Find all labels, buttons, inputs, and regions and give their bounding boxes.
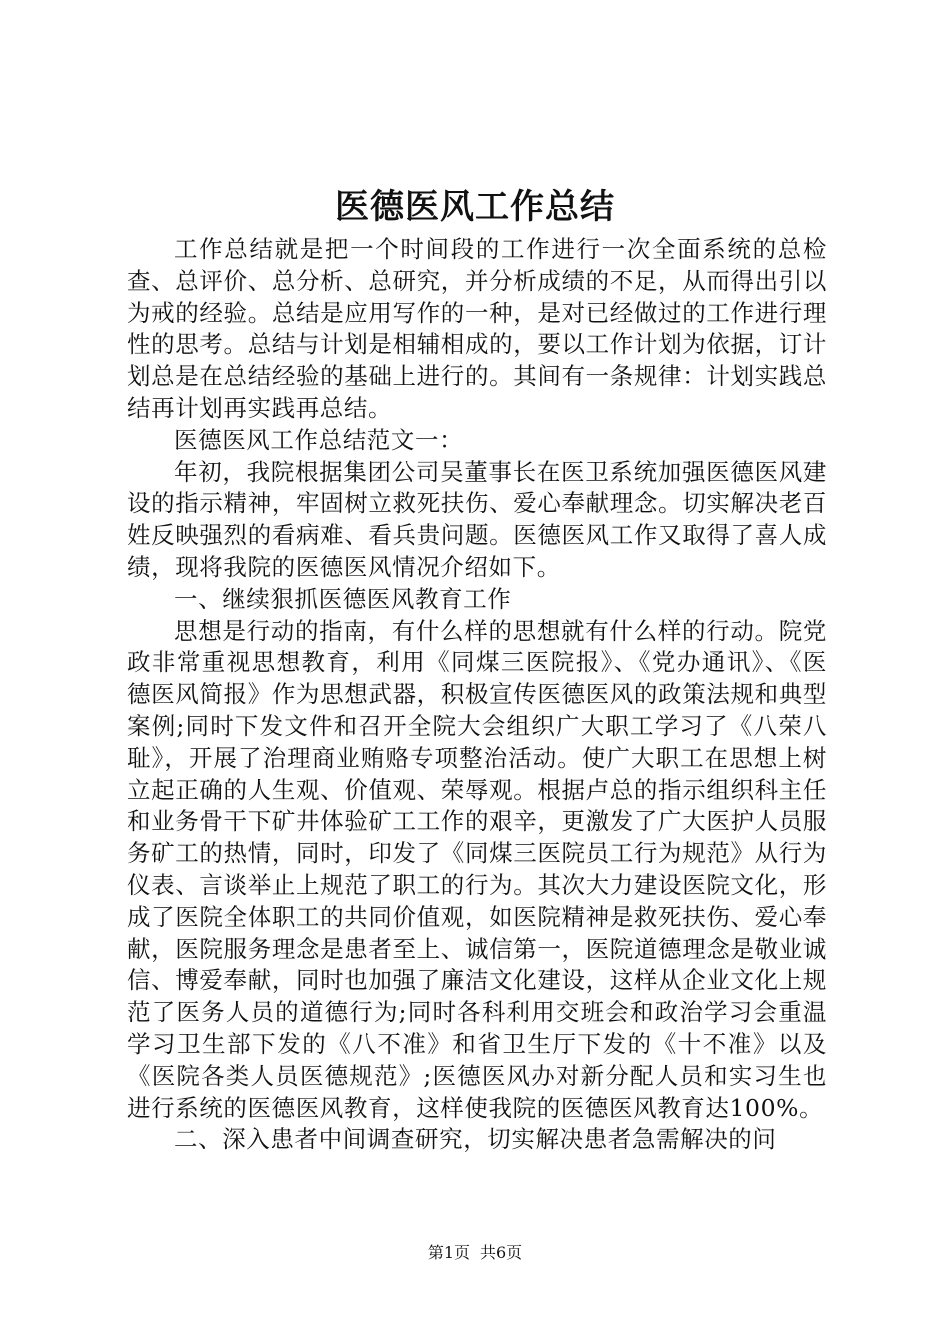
section-heading-1: 一、继续狠抓医德医风教育工作 [174,584,512,613]
paragraph-opening: 年初，我院根据集团公司吴董事长在医卫系统加强医德医风建设的指示精神，牢固树立救死扶伤、爱心奉献理念。切实解决老百姓反映强烈的看病难、看兵贵问题。医德医风工作又取得了喜人成绩，现将我院的医德医风情况介绍如下。 [127,457,827,581]
section-heading-2: 二、深入患者中间调查研究，切实解决患者急需解决的问 [174,1125,777,1154]
page-number: 第1页 [427,1243,470,1262]
paragraph-section-1: 思想是行动的指南，有什么样的思想就有什么样的行动。院党政非常重视思想教育，利用《同煤三医院报》、《党办通讯》、《医德医风简报》作为思想武器，积极宣传医德医风的政策法规和典型案例;同时下发文件和召开全院大会组织广大职工学习了《八荣八耻》，开展了治理商业贿赂专项整治活动。使广大职工在思想上树立起正确的人生观、价值观、荣辱观。根据卢总的指示组织科主任和业务骨干下矿井体验矿工工作的艰辛，更激发了广大医护人员服务矿工的热情，同时，印发了《同煤三医院员工行为规范》从行为仪表、言谈举止上规范了职工的行为。其次大力建设医院文化，形成了医院全体职工的共同价值观，如医院精神是救死扶伤、爱心奉献，医院服务理念是患者至上、诚信第一，医院道德理念是敬业诚信、博爱奉献，同时也加强了廉洁文化建设，这样从企业文化上规范了医务人员的道德行为;同时各科利用交班会和政治学习会重温学习卫生部下发的《八不准》和省卫生厅下发的《十不准》以及《医院各类人员医德规范》;医德医风办对新分配人员和实习生也进行系统的医德医风教育，这样使我院的医德医风教育达100%。 [127,616,827,1122]
paragraph-intro: 工作总结就是把一个时间段的工作进行一次全面系统的总检查、总评价、总分析、总研究，并分析成绩的不足，从而得出引以为戒的经验。总结是应用写作的一种，是对已经做过的工作进行理性的思考。总结与计划是相辅相成的，要以工作计划为依据，订计划总是在总结经验的基础上进行的。其间有一条规律：计划实践总结再计划再实践再总结。 [127,235,827,422]
document-body [127,234,827,1156]
page-footer [0,1242,950,1264]
document-title: 医德医风工作总结 [335,187,615,227]
paragraph-sample-heading: 医德医风工作总结范文一： [174,425,464,454]
page-total: 共6页 [480,1243,523,1262]
